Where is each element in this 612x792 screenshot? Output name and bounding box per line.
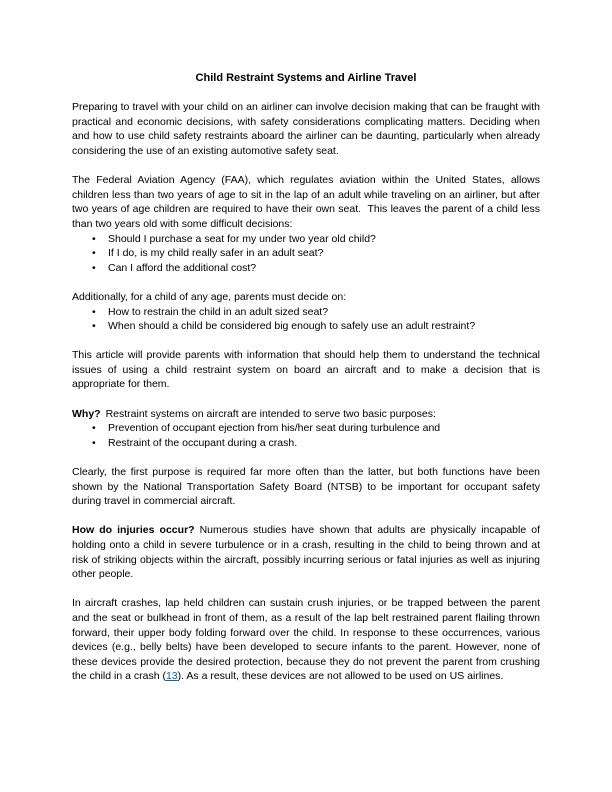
paragraph-crashes [72,596,540,684]
crashes-text-after-link: ). As a result, these devices are not allowed to be used on US airlines. [177,670,504,683]
paragraph-faa: The Federal Aviation Agency (FAA), which regulates aviation within the United States, allows children less than two years of age to sit in the lap of an adult while traveling on an airliner, but after two years of age children are required to have their own seat. This leaves the parent of a child less than two years old with some difficult decisions: [72,174,540,230]
restraint-purpose-list [72,421,540,450]
list-item: • When should a child be considered big enough to safely use an adult restraint? [108,319,540,334]
injuries-text: Numerous studies have shown that adults are physically incapable of holding onto a child in severe turbulence or in a crash, resulting in the child to being thrown and at risk of striking objects within the aircraft, possibly incurring serious or fatal injuries as well as injuring other people. [72,524,540,581]
list-item: • If I do, is my child really safer in an adult seat? [108,246,540,261]
list-item: • How to restrain the child in an adult sized seat? [108,305,540,320]
paragraph-intro: Preparing to travel with your child on an airliner can involve decision making that can be fraught with practical and economic decisions, with safety considerations complicating matters. Deciding when and how to use child safety restraints aboard the airliner can be daunting, particularly when already considering the use of an existing automotive safety seat. [72,101,540,157]
paragraph-why [72,407,540,422]
faa-decision-list [72,232,540,276]
paragraph-clearly: Clearly, the first purpose is required far more often than the latter, but both functions have been shown by the National Transportation Safety Board (NTSB) to be important for occupant safety during travel in commercial aircraft. [72,466,540,508]
paragraph-injuries [72,523,540,581]
paragraph-additionally: Additionally, for a child of any age, parents must decide on: [72,290,347,303]
list-item: • Restraint of the occupant during a crash. [108,436,540,451]
injuries-heading: How do injuries occur? [72,524,195,537]
list-item: • Can I afford the additional cost? [108,261,540,276]
reference-link-13[interactable]: 13 [165,670,178,683]
additional-decision-list [72,305,540,334]
why-heading: Why? [72,407,101,420]
list-item: • Should I purchase a seat for my under two year old child? [108,232,540,247]
document-title: Child Restraint Systems and Airline Travel [195,72,417,84]
paragraph-article-purpose: This article will provide parents with information that should help them to understand the technical issues of using a child restraint system on board an aircraft and to make a decision that is appropriate for them. [72,349,540,391]
why-text: Restraint systems on aircraft are intended to serve two basic purposes: [105,407,436,420]
crashes-text-before-link: In aircraft crashes, lap held children can sustain crush injuries, or be trapped between the parent and the seat or bulkhead in front of them, as a result of the lap belt restrained parent flailing thrown forward, their upper body folding forward over the child. In response to these occurrences, various devices (e.g., belly belts) have been developed to secure infants to the parent. However, none of these devices provide the desired protection, because they do not prevent the parent from crushing the child in a crash ( [72,597,540,683]
list-item: • Prevention of occupant ejection from his/her seat during turbulence and [108,421,540,436]
